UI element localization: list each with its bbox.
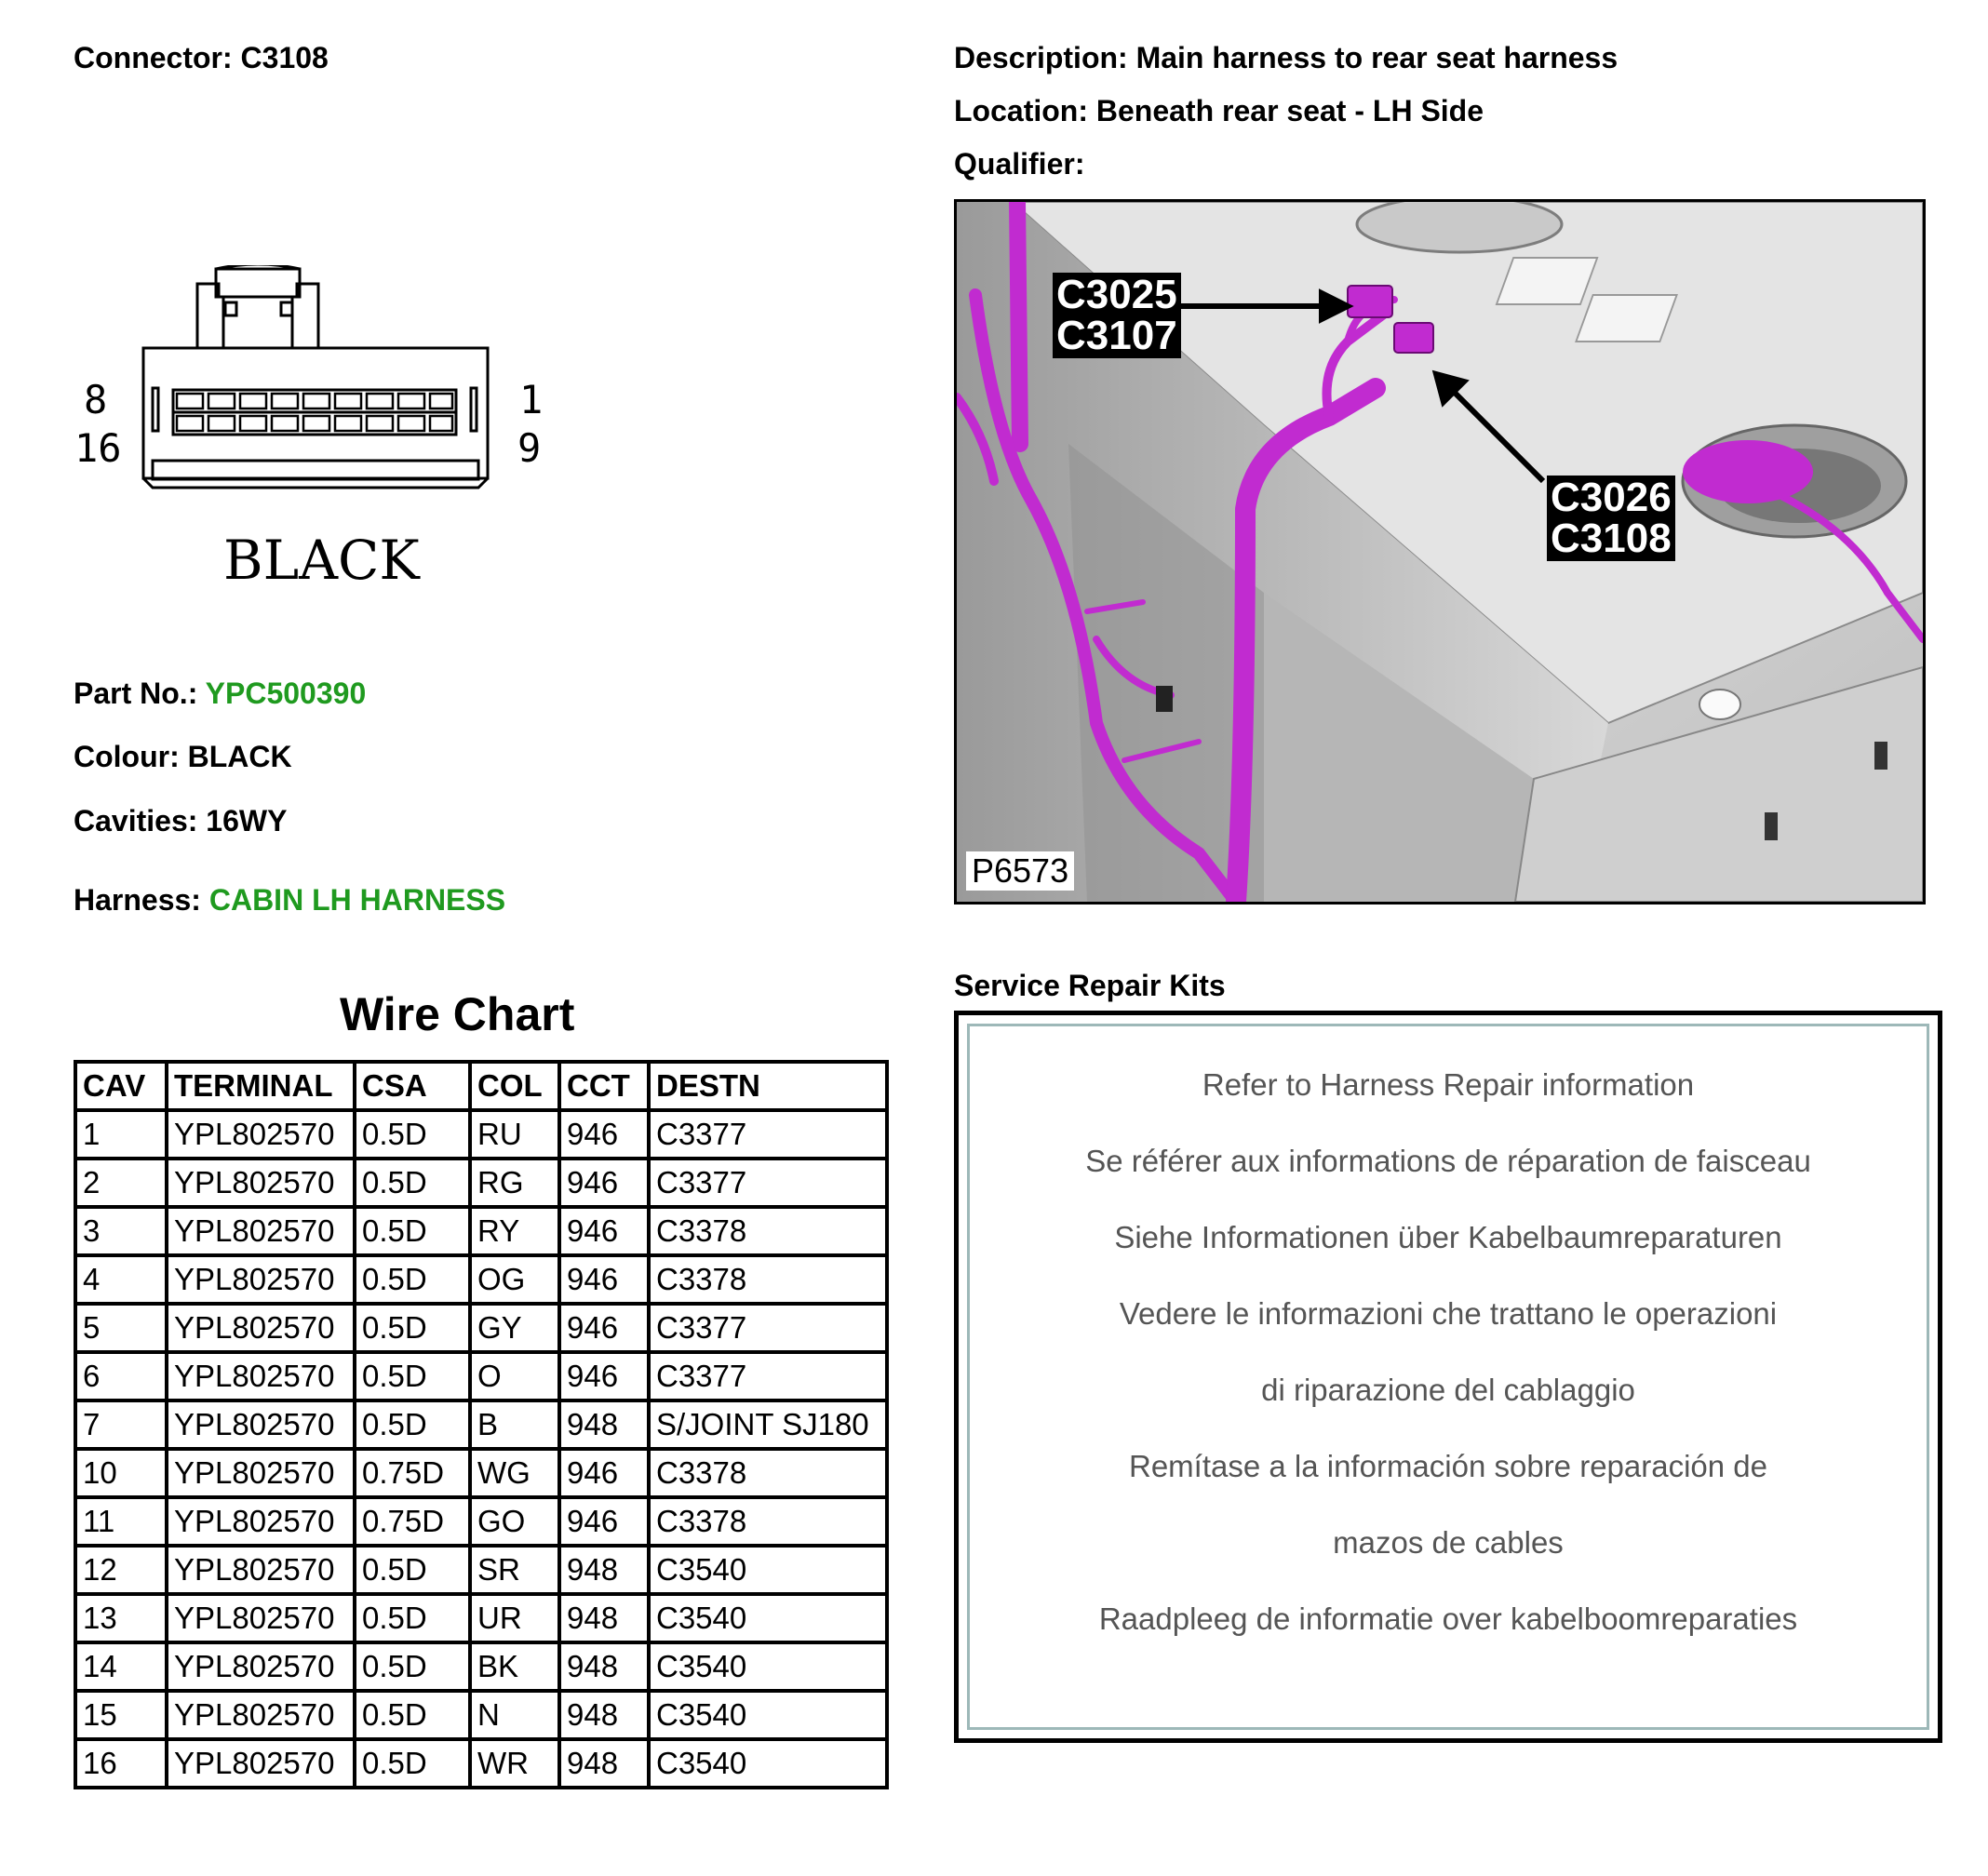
cell-csa: 0.5D	[355, 1207, 470, 1255]
cell-cct: 946	[559, 1159, 649, 1207]
colour-label: Colour:	[74, 740, 180, 773]
connector-label: Connector:	[74, 41, 233, 74]
cell-cct: 948	[559, 1642, 649, 1691]
service-repair-kits-box	[954, 1011, 1942, 1743]
header-cav: CAV	[75, 1062, 167, 1110]
repair-line-de: Siehe Informationen über Kabelbaumreparaturen	[1114, 1220, 1782, 1254]
wire-chart-header-row	[75, 1062, 887, 1110]
cell-destn: C3377	[649, 1352, 887, 1400]
table-row	[75, 1739, 887, 1788]
cell-csa: 0.5D	[355, 1110, 470, 1159]
part-no-label: Part No.:	[74, 677, 198, 710]
description-line	[954, 41, 1618, 75]
cell-destn: C3540	[649, 1594, 887, 1642]
cell-csa: 0.75D	[355, 1449, 470, 1497]
repair-line-fr: Se référer aux informations de réparation de faisceau	[1085, 1144, 1811, 1178]
cell-col: GY	[470, 1304, 559, 1352]
table-row	[75, 1546, 887, 1594]
cell-col: RY	[470, 1207, 559, 1255]
wire-chart-table	[74, 1060, 889, 1789]
cell-csa: 0.75D	[355, 1497, 470, 1546]
connector-colour-label: BLACK	[223, 529, 420, 592]
table-row	[75, 1255, 887, 1304]
header-cct: CCT	[559, 1062, 649, 1110]
harness-link[interactable]: CABIN LH HARNESS	[208, 883, 506, 917]
description-label: Description:	[954, 41, 1128, 74]
cell-col: O	[470, 1352, 559, 1400]
cell-csa: 0.5D	[355, 1400, 470, 1449]
repair-line-it-2: di riparazione del cablaggio	[1261, 1373, 1635, 1407]
cell-cct: 948	[559, 1400, 649, 1449]
cell-cav: 3	[75, 1207, 167, 1255]
harness-label: Harness:	[74, 883, 201, 917]
cell-csa: 0.5D	[355, 1255, 470, 1304]
cell-col: RU	[470, 1110, 559, 1159]
cell-terminal: YPL802570	[167, 1110, 355, 1159]
callout-top-line-1: C3025	[1056, 272, 1177, 317]
cell-cav: 6	[75, 1352, 167, 1400]
connector-face-diagram	[140, 265, 493, 516]
header-col: COL	[470, 1062, 559, 1110]
cell-col: RG	[470, 1159, 559, 1207]
cell-terminal: YPL802570	[167, 1352, 355, 1400]
cell-csa: 0.5D	[355, 1304, 470, 1352]
cell-terminal: YPL802570	[167, 1594, 355, 1642]
location-photo	[954, 199, 1926, 904]
location-line	[954, 94, 1484, 128]
pin-label-16: 16	[74, 425, 122, 471]
cell-csa: 0.5D	[355, 1594, 470, 1642]
colour-line	[74, 740, 292, 774]
cell-csa: 0.5D	[355, 1642, 470, 1691]
cell-destn: C3378	[649, 1255, 887, 1304]
cell-terminal: YPL802570	[167, 1691, 355, 1739]
location-value: Beneath rear seat - LH Side	[1095, 94, 1484, 127]
cell-cav: 12	[75, 1546, 167, 1594]
pin-label-8: 8	[84, 377, 108, 422]
callout-top-line-2: C3107	[1056, 313, 1177, 358]
cell-cct: 946	[559, 1304, 649, 1352]
cell-cav: 10	[75, 1449, 167, 1497]
colour-value: BLACK	[187, 740, 292, 773]
repair-line-en: Refer to Harness Repair information	[1202, 1067, 1695, 1102]
header-csa: CSA	[355, 1062, 470, 1110]
service-repair-kits-inner	[967, 1024, 1929, 1730]
connector-value: C3108	[240, 41, 329, 74]
cell-terminal: YPL802570	[167, 1497, 355, 1546]
cavities-label: Cavities:	[74, 804, 198, 838]
pin-label-9: 9	[517, 425, 542, 471]
callout-c3025-c3107	[1053, 273, 1181, 358]
connector-line	[74, 41, 329, 75]
cell-csa: 0.5D	[355, 1546, 470, 1594]
header-terminal: TERMINAL	[167, 1062, 355, 1110]
header-destn: DESTN	[649, 1062, 887, 1110]
cell-col: B	[470, 1400, 559, 1449]
cell-destn: C3377	[649, 1304, 887, 1352]
cell-cav: 4	[75, 1255, 167, 1304]
cell-destn: C3378	[649, 1207, 887, 1255]
callout-right-line-1: C3026	[1551, 475, 1672, 520]
repair-line-es-1: Remítase a la información sobre reparación de	[1128, 1449, 1768, 1483]
callout-c3026-c3108	[1547, 476, 1675, 561]
cell-csa: 0.5D	[355, 1691, 470, 1739]
cell-terminal: YPL802570	[167, 1207, 355, 1255]
harness-line	[74, 883, 505, 918]
qualifier-label: Qualifier:	[954, 147, 1085, 181]
cell-col: BK	[470, 1642, 559, 1691]
cell-cav: 14	[75, 1642, 167, 1691]
cell-terminal: YPL802570	[167, 1642, 355, 1691]
cell-cct: 948	[559, 1691, 649, 1739]
table-row	[75, 1449, 887, 1497]
cell-cav: 16	[75, 1739, 167, 1788]
cell-cct: 946	[559, 1110, 649, 1159]
cell-col: WG	[470, 1449, 559, 1497]
cell-csa: 0.5D	[355, 1739, 470, 1788]
table-row	[75, 1159, 887, 1207]
cell-col: WR	[470, 1739, 559, 1788]
cell-terminal: YPL802570	[167, 1159, 355, 1207]
cell-cct: 948	[559, 1546, 649, 1594]
table-row	[75, 1594, 887, 1642]
cell-terminal: YPL802570	[167, 1739, 355, 1788]
wire-chart-title: Wire Chart	[340, 988, 575, 1040]
cell-col: N	[470, 1691, 559, 1739]
cell-cct: 946	[559, 1449, 649, 1497]
repair-line-it-1: Vedere le informazioni che trattano le operazioni	[1119, 1296, 1778, 1331]
cell-cct: 946	[559, 1497, 649, 1546]
cell-cav: 15	[75, 1691, 167, 1739]
cell-cav: 1	[75, 1110, 167, 1159]
cell-cct: 946	[559, 1352, 649, 1400]
table-row	[75, 1400, 887, 1449]
table-row	[75, 1691, 887, 1739]
cell-destn: C3540	[649, 1546, 887, 1594]
cell-cav: 7	[75, 1400, 167, 1449]
cell-col: SR	[470, 1546, 559, 1594]
table-row	[75, 1110, 887, 1159]
table-row	[75, 1207, 887, 1255]
part-no-line	[74, 677, 366, 711]
description-value: Main harness to rear seat harness	[1135, 41, 1619, 74]
cell-col: GO	[470, 1497, 559, 1546]
cavities-line	[74, 804, 287, 838]
cell-destn: C3540	[649, 1642, 887, 1691]
cell-cct: 946	[559, 1207, 649, 1255]
cell-cav: 2	[75, 1159, 167, 1207]
cell-cav: 13	[75, 1594, 167, 1642]
cell-destn: C3378	[649, 1497, 887, 1546]
table-row	[75, 1642, 887, 1691]
cell-cct: 948	[559, 1594, 649, 1642]
cell-terminal: YPL802570	[167, 1255, 355, 1304]
cell-cav: 5	[75, 1304, 167, 1352]
table-row	[75, 1497, 887, 1546]
callout-right-line-2: C3108	[1551, 516, 1672, 561]
table-row	[75, 1304, 887, 1352]
cell-col: OG	[470, 1255, 559, 1304]
cell-terminal: YPL802570	[167, 1400, 355, 1449]
cell-destn: C3378	[649, 1449, 887, 1497]
part-no-link[interactable]: YPC500390	[205, 677, 367, 710]
cell-terminal: YPL802570	[167, 1546, 355, 1594]
photo-id: P6573	[966, 851, 1074, 891]
table-row	[75, 1352, 887, 1400]
cell-destn: C3540	[649, 1739, 887, 1788]
cell-csa: 0.5D	[355, 1159, 470, 1207]
qualifier-line	[954, 147, 1084, 181]
cell-cav: 11	[75, 1497, 167, 1546]
cavities-value: 16WY	[206, 804, 288, 838]
repair-line-es-2: mazos de cables	[1333, 1525, 1564, 1560]
service-repair-kits-title: Service Repair Kits	[954, 969, 1226, 1002]
cell-terminal: YPL802570	[167, 1449, 355, 1497]
cell-cct: 948	[559, 1739, 649, 1788]
cell-cct: 946	[559, 1255, 649, 1304]
repair-line-nl: Raadpleeg de informatie over kabelboomreparaties	[1098, 1601, 1798, 1636]
cell-col: UR	[470, 1594, 559, 1642]
cell-csa: 0.5D	[355, 1352, 470, 1400]
cell-destn: C3377	[649, 1159, 887, 1207]
cell-destn: C3540	[649, 1691, 887, 1739]
pin-label-1: 1	[519, 377, 544, 422]
cell-destn: C3377	[649, 1110, 887, 1159]
cell-terminal: YPL802570	[167, 1304, 355, 1352]
location-label: Location:	[954, 94, 1088, 127]
cell-destn: S/JOINT SJ180	[649, 1400, 887, 1449]
